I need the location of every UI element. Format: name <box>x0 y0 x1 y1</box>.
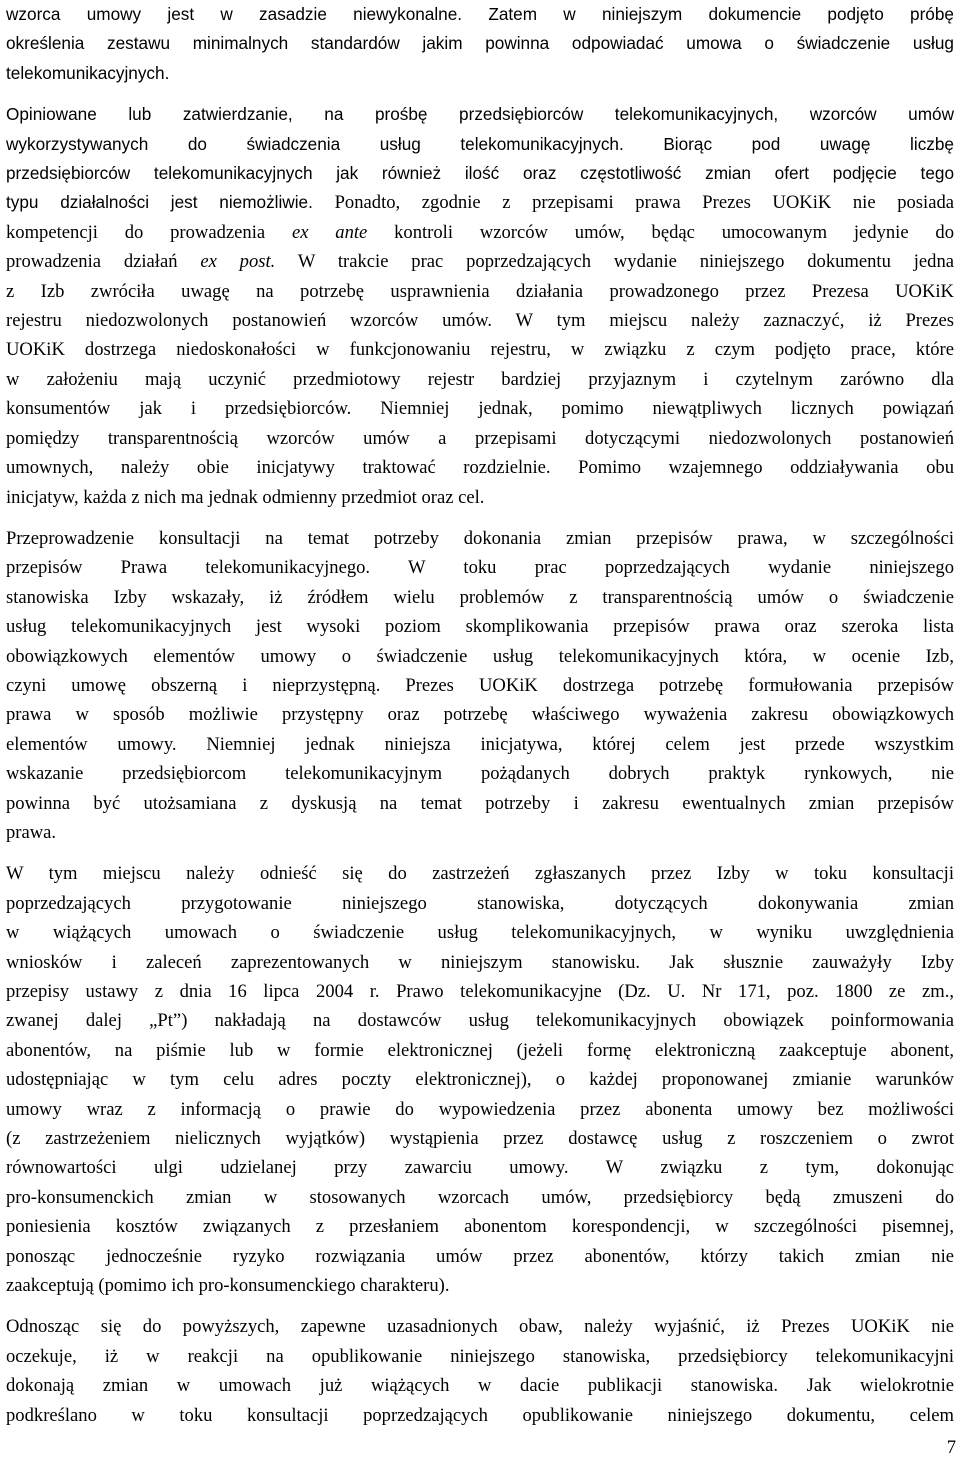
text-run: przepisy ustawy z dnia 16 lipca 2004 r. Prawo telekomunikacyjne (Dz. U. Nr 171, poz. 1800 ze zm., <box>6 981 954 1002</box>
text-line <box>6 948 954 977</box>
text-run: w wiążących umowach o świadczenie usług telekomunikacyjnych, w wyniku uwzględnienia <box>6 922 954 944</box>
text-line <box>6 1006 954 1035</box>
text-line <box>6 335 954 364</box>
text-run: inicjatyw, każda z nich ma jednak odmienny przedmiot oraz cel. <box>6 486 485 508</box>
text-run: ponosząc jednocześnie ryzyko rozwiązania umów przez abonentów, którzy takich zmian nie <box>6 1245 954 1267</box>
text-run: prowadzenia działań <box>6 251 201 273</box>
paragraph <box>6 0 954 88</box>
text-line <box>6 1242 954 1271</box>
text-line <box>6 977 954 1006</box>
text-run: W trakcie prac poprzedzających wydanie niniejszego dokumentu jedna <box>275 251 954 273</box>
text-run: obowiązkowych elementów umowy o świadczenie usług telekomunikacyjnych która, w ocenie Izb, <box>6 645 954 667</box>
text-run: wzorca umowy jest w zasadzie niewykonalne. Zatem w niniejszym dokumencie podjęto próbę <box>6 4 954 24</box>
text-line <box>6 59 954 88</box>
text-run: oczekuje, iż w reakcji na opublikowanie niniejszego stanowiska, przedsiębiorcy telekomunikacyjni <box>6 1345 954 1367</box>
text-line <box>6 100 954 129</box>
text-run: poprzedzających przygotowanie niniejszego stanowiska, dotyczących dokonywania zmian <box>6 892 954 914</box>
text-line <box>6 218 954 247</box>
text-run: z Izb zwróciła uwagę na potrzebę usprawnienia działania prowadzonego przez Prezesa UOKiK <box>6 280 954 302</box>
text-line <box>6 1095 954 1124</box>
text-run: rejestru niedozwolonych postanowień wzorców umów. W tym miejscu należy zaznaczyć, iż Prezes <box>6 310 954 332</box>
text-run: dokonają zmian w umowach już wiążących w dacie publikacji stanowiska. Jak wielokrotnie <box>6 1375 954 1397</box>
text-run: Przeprowadzenie konsultacji na temat potrzeby dokonania zmian przepisów prawa, w szczególności <box>6 527 954 549</box>
text-run: typu działalności jest niemożliwie. <box>6 192 335 213</box>
text-run: (z zastrzeżeniem nielicznych wyjątków) wystąpienia przez dostawcę usług z roszczeniem o zwrot <box>6 1128 954 1150</box>
text-run: umownych, należy obie inicjatywy traktować rozdzielnie. Pomimo wzajemnego oddziaływania obu <box>6 457 954 479</box>
text-line <box>6 1212 954 1241</box>
document-body <box>6 0 954 1430</box>
text-run: stanowiska Izby wskazały, iż źródłem wielu problemów z transparentnością umów o świadczenie <box>6 586 954 608</box>
text-run: ex post. <box>200 251 276 273</box>
text-line <box>6 642 954 671</box>
text-line <box>6 553 954 582</box>
text-run: czyni umowę obszerną i nieprzystępną. Prezes UOKiK dostrzega potrzebę formułowania przepisów <box>6 674 954 696</box>
text-line <box>6 1065 954 1094</box>
text-line <box>6 424 954 453</box>
text-line <box>6 188 954 217</box>
text-line <box>6 730 954 759</box>
text-run: przepisów Prawa telekomunikacyjnego. W toku prac poprzedzających wydanie niniejszego <box>6 557 954 579</box>
text-line <box>6 1312 954 1341</box>
text-line <box>6 1153 954 1182</box>
text-run: prawa w sposób możliwie przystępny oraz potrzebę właściwego wyważenia zakresu obowiązkowych <box>6 704 954 726</box>
text-line <box>6 789 954 818</box>
text-run: pomiędzy transparentnością wzorców umów a przepisami dotyczącymi niedozwolonych postanowień <box>6 427 954 449</box>
text-run: wykorzystywanych do świadczenia usług telekomunikacyjnych. Biorąc pod uwagę liczbę <box>6 133 954 154</box>
text-run: kompetencji do prowadzenia <box>6 221 292 243</box>
text-run: równowartości ulgi udzielanej przy zawarciu umowy. W związku z tym, dokonując <box>6 1157 954 1179</box>
text-line <box>6 700 954 729</box>
text-line <box>6 859 954 888</box>
text-run: umowy wraz z informacją o prawie do wypowiedzenia przez abonenta umowy bez możliwości <box>6 1098 954 1120</box>
text-line <box>6 1271 954 1300</box>
text-line <box>6 306 954 335</box>
page-number: 7 <box>946 1437 956 1458</box>
text-line <box>6 612 954 641</box>
text-run: Ponadto, zgodnie z przepisami prawa Prezes UOKiK nie posiada <box>334 192 954 214</box>
text-line <box>6 29 954 58</box>
text-run: w założeniu mają uczynić przedmiotowy rejestr bardziej przyjaznym i czytelnym zarówno dla <box>6 368 954 390</box>
text-run: abonentów, na piśmie lub w formie elektronicznej (jeżeli formę elektroniczną zaakceptuje abonent, <box>6 1039 954 1061</box>
text-line <box>6 818 954 847</box>
text-run: wniosków i zaleceń zaprezentowanych w niniejszym stanowisku. Jak słusznie zauważyły Izby <box>6 951 954 973</box>
text-run: określenia zestawu minimalnych standardów jakim powinna odpowiadać umowa o świadczenie usług <box>6 33 954 54</box>
text-run: elementów umowy. Niemniej jednak niniejsza inicjatywa, której celem jest przede wszystkim <box>6 733 954 755</box>
text-run: usług telekomunikacyjnych jest wysoki poziom skomplikowania przepisów prawa oraz szeroka lista <box>6 616 954 638</box>
text-line <box>6 130 954 159</box>
paragraph <box>6 100 954 512</box>
text-line <box>6 159 954 188</box>
text-line <box>6 483 954 512</box>
text-line <box>6 918 954 947</box>
text-line <box>6 759 954 788</box>
text-run: kontroli wzorców umów, będąc umocowanym jedynie do <box>367 221 954 243</box>
text-run: udostępniając w tym celu adres poczty elektronicznej), o każdej proponowanej zmianie warunków <box>6 1069 954 1091</box>
text-run: przedsiębiorców telekomunikacyjnych jak również ilość oraz częstotliwość zmian ofert podjęcie tego <box>6 163 954 184</box>
text-line <box>6 365 954 394</box>
text-line <box>6 583 954 612</box>
paragraph <box>6 859 954 1300</box>
text-run: zaakceptują (pomimo ich pro-konsumenckiego charakteru). <box>6 1275 450 1297</box>
text-line <box>6 453 954 482</box>
text-line <box>6 1401 954 1430</box>
text-run: UOKiK dostrzega niedoskonałości w funkcjonowaniu rejestru, w związku z czym podjęto prace, które <box>6 339 954 361</box>
text-run: zwanej dalej „Pt”) nakładają na dostawców usług telekomunikacyjnych obowiązek poinformowania <box>6 1010 954 1032</box>
document-page <box>6 0 954 1442</box>
text-run: podkreślano w toku konsultacji poprzedzających opublikowanie niniejszego dokumentu, celem <box>6 1404 954 1426</box>
paragraph <box>6 524 954 847</box>
text-line <box>6 1036 954 1065</box>
text-line <box>6 394 954 423</box>
text-line <box>6 0 954 29</box>
text-run: Opiniowane lub zatwierdzanie, na prośbę przedsiębiorców telekomunikacyjnych, wzorców umów <box>6 104 954 125</box>
text-line <box>6 1371 954 1400</box>
text-run: ex ante <box>291 221 368 243</box>
text-run: pro-konsumenckich zmian w stosowanych wzorcach umów, przedsiębiorcy będą zmuszeni do <box>6 1186 954 1208</box>
text-line <box>6 524 954 553</box>
text-run: prawa. <box>6 821 57 843</box>
text-line <box>6 1183 954 1212</box>
paragraph <box>6 1312 954 1430</box>
text-run: telekomunikacyjnych. <box>6 62 170 83</box>
text-run: konsumentów jak i przedsiębiorców. Niemniej jednak, pomimo niewątpliwych licznych powiązań <box>6 398 954 420</box>
text-line <box>6 277 954 306</box>
text-run: powinna być utożsamiana z dyskusją na temat potrzeby i zakresu ewentualnych zmian przepisów <box>6 792 954 814</box>
text-run: W tym miejscu należy odnieść się do zastrzeżeń zgłaszanych przez Izby w toku konsultacji <box>6 863 954 885</box>
text-line <box>6 1124 954 1153</box>
text-run: wskazanie przedsiębiorcom telekomunikacyjnym pożądanych dobrych praktyk rynkowych, nie <box>6 763 954 785</box>
text-line <box>6 1342 954 1371</box>
text-run: Odnosząc się do powyższych, zapewne uzasadnionych obaw, należy wyjaśnić, iż Prezes UOKiK nie <box>6 1316 954 1338</box>
text-line <box>6 889 954 918</box>
text-line <box>6 671 954 700</box>
text-run: poniesienia kosztów związanych z przesłaniem abonentom korespondencji, w szczególności pisemnej, <box>6 1216 954 1238</box>
text-line <box>6 247 954 276</box>
